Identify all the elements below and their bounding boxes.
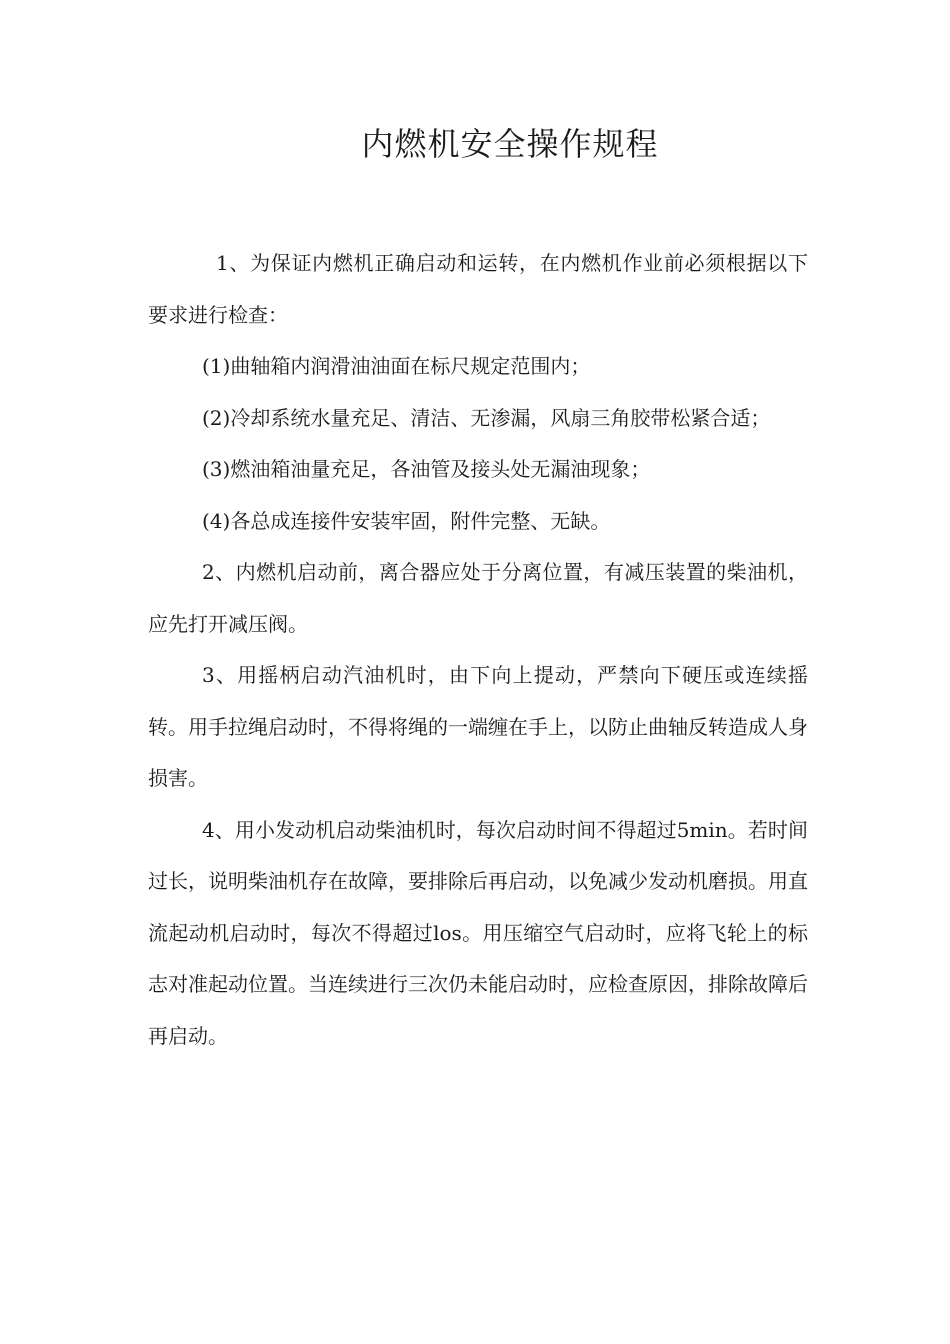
document-body <box>148 238 808 1062</box>
check-item-4: (4)各总成连接件安装牢固，附件完整、无缺。 <box>202 508 611 533</box>
check-item-1: (1)曲轴箱内润滑油油面在标尺规定范围内； <box>202 354 591 378</box>
paragraph-2: 2、内燃机启动前，离合器应处于分离位置，有减压装置的柴油机，应先打开减压阀。 <box>148 560 808 636</box>
check-item-2: (2)冷却系统水量充足、清洁、无渗漏，风扇三角胶带松紧合适； <box>202 405 771 430</box>
check-item-3: (3)燃油箱油量充足，各油管及接头处无漏油现象； <box>202 457 651 481</box>
document-title: 内燃机安全操作规程 <box>361 125 659 163</box>
paragraph-3: 3、用摇柄启动汽油机时，由下向上提动，严禁向下硬压或连续摇转。用手拉绳启动时，不得将绳的一端缠在手上，以防止曲轴反转造成人身损害。 <box>148 663 808 790</box>
paragraph-4: 4、用小发动机启动柴油机时，每次启动时间不得超过5min。若时间过长，说明柴油机存在故障，要排除后再启动，以免减少发动机磨损。用直流起动机启动时，每次不得超过los。用压缩空气启动时，应将飞轮上的标志对准起动位置。当连续进行三次仍未能启动时，应检查原因，排除故障后再启动。 <box>148 817 808 1048</box>
paragraph-1: 1、为保证内燃机正确启动和运转，在内燃机作业前必须根据以下要求进行检查： <box>148 251 808 327</box>
